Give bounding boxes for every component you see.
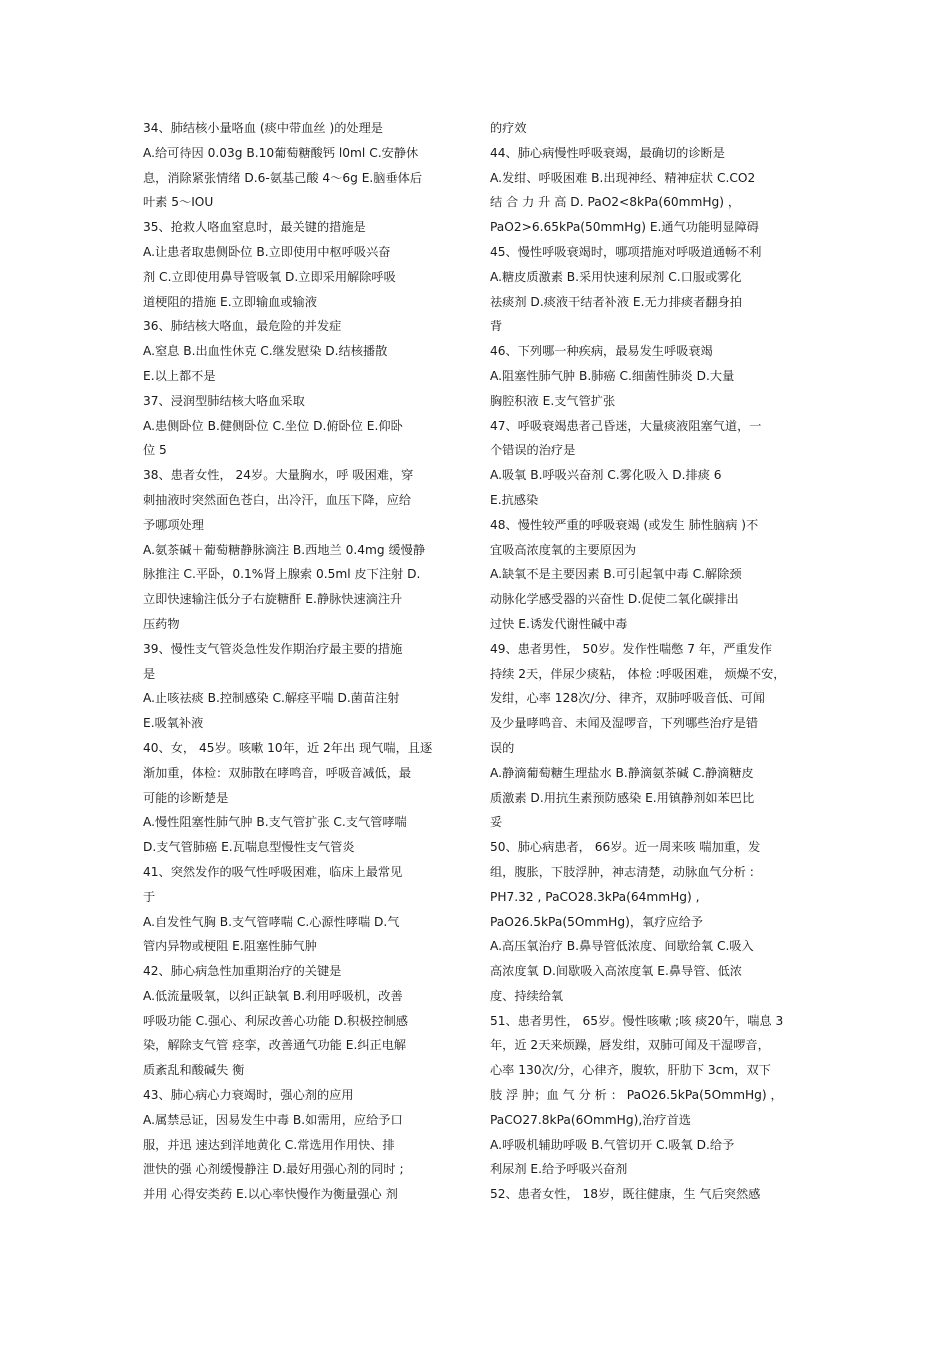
- text-line: 51、患者男性， 65岁。慢性咳嗽 ;咳 痰20午，喘息 3: [490, 1013, 784, 1028]
- text-line: A.糖皮质激素 B.采用快速利尿剂 C.口服或雾化: [490, 269, 742, 284]
- text-line: 可能的诊断楚是: [143, 790, 229, 805]
- right-text-column: [490, 116, 810, 1207]
- text-line: PH7.32 , PaCO28.3kPa(64mmHg) ,: [490, 889, 700, 904]
- text-line: 结 合 力 升 高 D. PaO2<8kPa(60mmHg) ，: [490, 195, 741, 210]
- text-line: 动脉化学感受器的兴奋性 D.促使二氧化碳排出: [490, 592, 739, 607]
- text-line: 脉推注 C.平卧，0.1%肾上腺索 0.5ml 皮下注射 D.: [143, 567, 421, 582]
- text-line: 发绀，心率 128次/分、律齐，双肺呼吸音低、可闻: [490, 691, 765, 706]
- text-line: 服，并迅 速达到洋地黄化 C.常选用作用快、排: [143, 1137, 395, 1152]
- text-line: 52、患者女性， 18岁，既往健康，生 气后突然感: [490, 1187, 761, 1202]
- text-line: 予哪项处理: [143, 517, 204, 532]
- text-line: 40、女， 45岁。咳嗽 10年，近 2年出 现气喘，且逐: [143, 740, 433, 755]
- text-line: 呼吸功能 C.强心、利尿改善心功能 D.积极控制感: [143, 1013, 408, 1028]
- text-line: 染，解除支气管 痉挛，改善通气功能 E.纠正电解: [143, 1038, 407, 1053]
- text-line: A.让患者取患侧卧位 B.立即使用中枢呼吸兴奋: [143, 244, 391, 259]
- text-line: 47、呼吸衰竭患者己昏迷，大量痰液阻塞气道，一: [490, 418, 762, 433]
- text-line: 利尿剂 E.给予呼吸兴奋剂: [490, 1162, 628, 1177]
- text-line: 并用 心得安类药 E.以心率快慢作为衡量强心 剂: [143, 1187, 398, 1202]
- text-line: E.吸氧补液: [143, 716, 204, 731]
- text-line: 宜吸高浓度氧的主要原因为: [490, 542, 637, 557]
- left-text-column: [143, 116, 463, 1207]
- text-line: 及少量哮鸣音、未闻及湿啰音，下列哪些治疗是错: [490, 716, 759, 731]
- text-line: 立即快速输注低分子右旋糖酐 E.静脉快速滴注升: [143, 592, 403, 607]
- text-line: A.止咳祛痰 B.控制感染 C.解痉平喘 D.菌苗注射: [143, 691, 400, 706]
- text-line: 37、浸润型肺结核大咯血采取: [143, 393, 305, 408]
- text-line: 44、肺心病慢性呼吸衰竭，最确切的诊断是: [490, 145, 725, 160]
- text-line: 胸腔积液 E.支气管扩张: [490, 393, 616, 408]
- text-line: 肢 浮 肿；血 气 分 析 ： PaO26.5kPa(5OmmHg) ，: [490, 1088, 783, 1103]
- text-line: 叶素 5～IOU: [143, 195, 214, 210]
- text-line: 管内异物或梗阻 E.阻塞性肺气肿: [143, 939, 317, 954]
- text-line: 质激素 D.用抗生素预防感染 E.用镇静剂如苯巴比: [490, 790, 755, 805]
- text-line: 剂 C.立即使用鼻导管吸氧 D.立即采用解除呼吸: [143, 269, 396, 284]
- text-line: 50、肺心病患者， 66岁。近一周来咳 喘加重，发: [490, 840, 761, 855]
- text-line: PaO26.5kPa(5OmmHg)，氧疗应给予: [490, 914, 703, 929]
- text-line: 35、抢救人咯血窒息时，最关键的措施是: [143, 220, 366, 235]
- text-line: 39、慢性支气管炎急性发作期治疗最主要的措施: [143, 641, 403, 656]
- text-line: PaCO27.8kPa(6OmmHg),治疗首选: [490, 1112, 691, 1127]
- text-line: 息，消除紧张情绪 D.6-氨基己酸 4～6g E.脑垂体后: [143, 170, 423, 185]
- text-line: 误的: [490, 740, 515, 755]
- text-line: A.患侧卧位 B.健侧卧位 C.坐位 D.俯卧位 E.仰卧: [143, 418, 403, 433]
- text-line: 组，腹胀，下肢浮肿，神志清楚，动脉血气分析 :: [490, 864, 754, 879]
- text-line: 质紊乱和酸碱失 衡: [143, 1063, 245, 1078]
- text-line: 道梗阻的措施 E.立即输血或输液: [143, 294, 317, 309]
- text-line: 渐加重，体检：双肺散在哮鸣音，呼吸音减低，最: [143, 765, 412, 780]
- text-line: 刺抽液时突然面色苍白，出冷汗，血压下降，应给: [143, 492, 412, 507]
- text-line: 46、下列哪一种疾病，最易发生呼吸衰竭: [490, 344, 713, 359]
- text-line: 持续 2天，伴尿少痰粘， 体检 :呼吸困难， 烦燥不安，: [490, 666, 786, 681]
- text-line: A.静滴葡萄糖生理盐水 B.静滴氨茶碱 C.静滴糖皮: [490, 765, 754, 780]
- text-line: 泄快的强 心剂缓慢静注 D.最好用强心剂的同时 ;: [143, 1162, 404, 1177]
- text-line: 43、肺心病心力衰竭时，强心剂的应用: [143, 1088, 354, 1103]
- text-line: 41、突然发作的吸气性呼吸困难，临床上最常见: [143, 864, 403, 879]
- text-line: 过快 E.诱发代谢性碱中毒: [490, 616, 628, 631]
- text-line: A.给可待因 0.03g B.10葡萄糖酸钙 l0ml C.安静休: [143, 145, 419, 160]
- text-line: 压药物: [143, 616, 180, 631]
- text-line: 36、肺结核大咯血，最危险的并发症: [143, 319, 342, 334]
- text-line: E.抗感染: [490, 492, 539, 507]
- text-line: PaO2>6.65kPa(50mmHg) E.通气功能明显障碍: [490, 220, 759, 235]
- text-line: 42、肺心病急性加重期治疗的关键是: [143, 964, 342, 979]
- text-line: 49、患者男性， 50岁。发作性喘憋 7 年，严重发作: [490, 641, 772, 656]
- text-line: A.发绀、呼吸困难 B.出现神经、精神症状 C.CO2: [490, 170, 756, 185]
- text-line: 高浓度氧 D.间歇吸入高浓度氧 E.鼻导管、低浓: [490, 964, 742, 979]
- text-line: A.阻塞性肺气肿 B.肺癌 C.细菌性肺炎 D.大量: [490, 368, 735, 383]
- text-line: A.低流量吸氧，以纠正缺氧 B.利用呼吸机，改善: [143, 988, 403, 1003]
- text-line: A.属禁忌证，因易发生中毒 B.如需用，应给予口: [143, 1112, 403, 1127]
- text-line: 38、患者女性， 24岁。大量胸水，呼 吸困难，穿: [143, 468, 414, 483]
- text-line: 背: [490, 319, 503, 334]
- text-line: 48、慢性较严重的呼吸衰竭 (或发生 肺性脑病 )不: [490, 517, 759, 532]
- text-line: 个错误的治疗是: [490, 443, 576, 458]
- text-line: A.氨茶碱＋葡萄糖静脉滴注 B.西地兰 0.4mg 缓慢静: [143, 542, 426, 557]
- text-line: 是: [143, 666, 156, 681]
- text-line: A.呼吸机辅助呼吸 B.气管切开 C.吸氧 D.给予: [490, 1137, 735, 1152]
- text-line: 妥: [490, 815, 503, 830]
- text-line: A.吸氧 B.呼吸兴奋剂 C.雾化吸入 D.排痰 6: [490, 468, 722, 483]
- text-line: A.高压氧治疗 B.鼻导管低浓度、间歇给氧 C.吸入: [490, 939, 754, 954]
- text-line: 度、持续给氧: [490, 988, 564, 1003]
- text-line: 34、肺结核小量咯血 (痰中带血丝 )的处理是: [143, 121, 383, 135]
- text-line: D.支气管肺癌 E.瓦喘息型慢性支气管炎: [143, 840, 355, 855]
- text-line: 的疗效: [490, 121, 527, 135]
- text-line: 年，近 2天来烦躁，唇发绀，双肺可闻及干湿啰音，: [490, 1038, 770, 1053]
- text-line: 45、慢性呼吸衰竭时，哪项措施对呼吸道通畅不利: [490, 244, 762, 259]
- text-line: E.以上都不是: [143, 368, 216, 383]
- text-line: A.慢性阻塞性肺气肿 B.支气管扩张 C.支气管哮喘: [143, 815, 407, 830]
- text-line: 祛痰剂 D.痰液干结者补液 E.无力排痰者翻身拍: [490, 294, 742, 309]
- text-line: A.自发性气胸 B.支气管哮喘 C.心源性哮喘 D.气: [143, 914, 400, 929]
- text-line: A.窒息 B.出血性休克 C.继发慰染 D.结核播散: [143, 344, 388, 359]
- text-line: A.缺氧不是主要因素 B.可引起氧中毒 C.解除颈: [490, 567, 742, 582]
- text-line: 位 5: [143, 443, 167, 458]
- text-line: 心率 130次/分，心律齐，腹软，肝肋下 3cm，双下: [490, 1063, 771, 1078]
- text-line: 于: [143, 889, 156, 904]
